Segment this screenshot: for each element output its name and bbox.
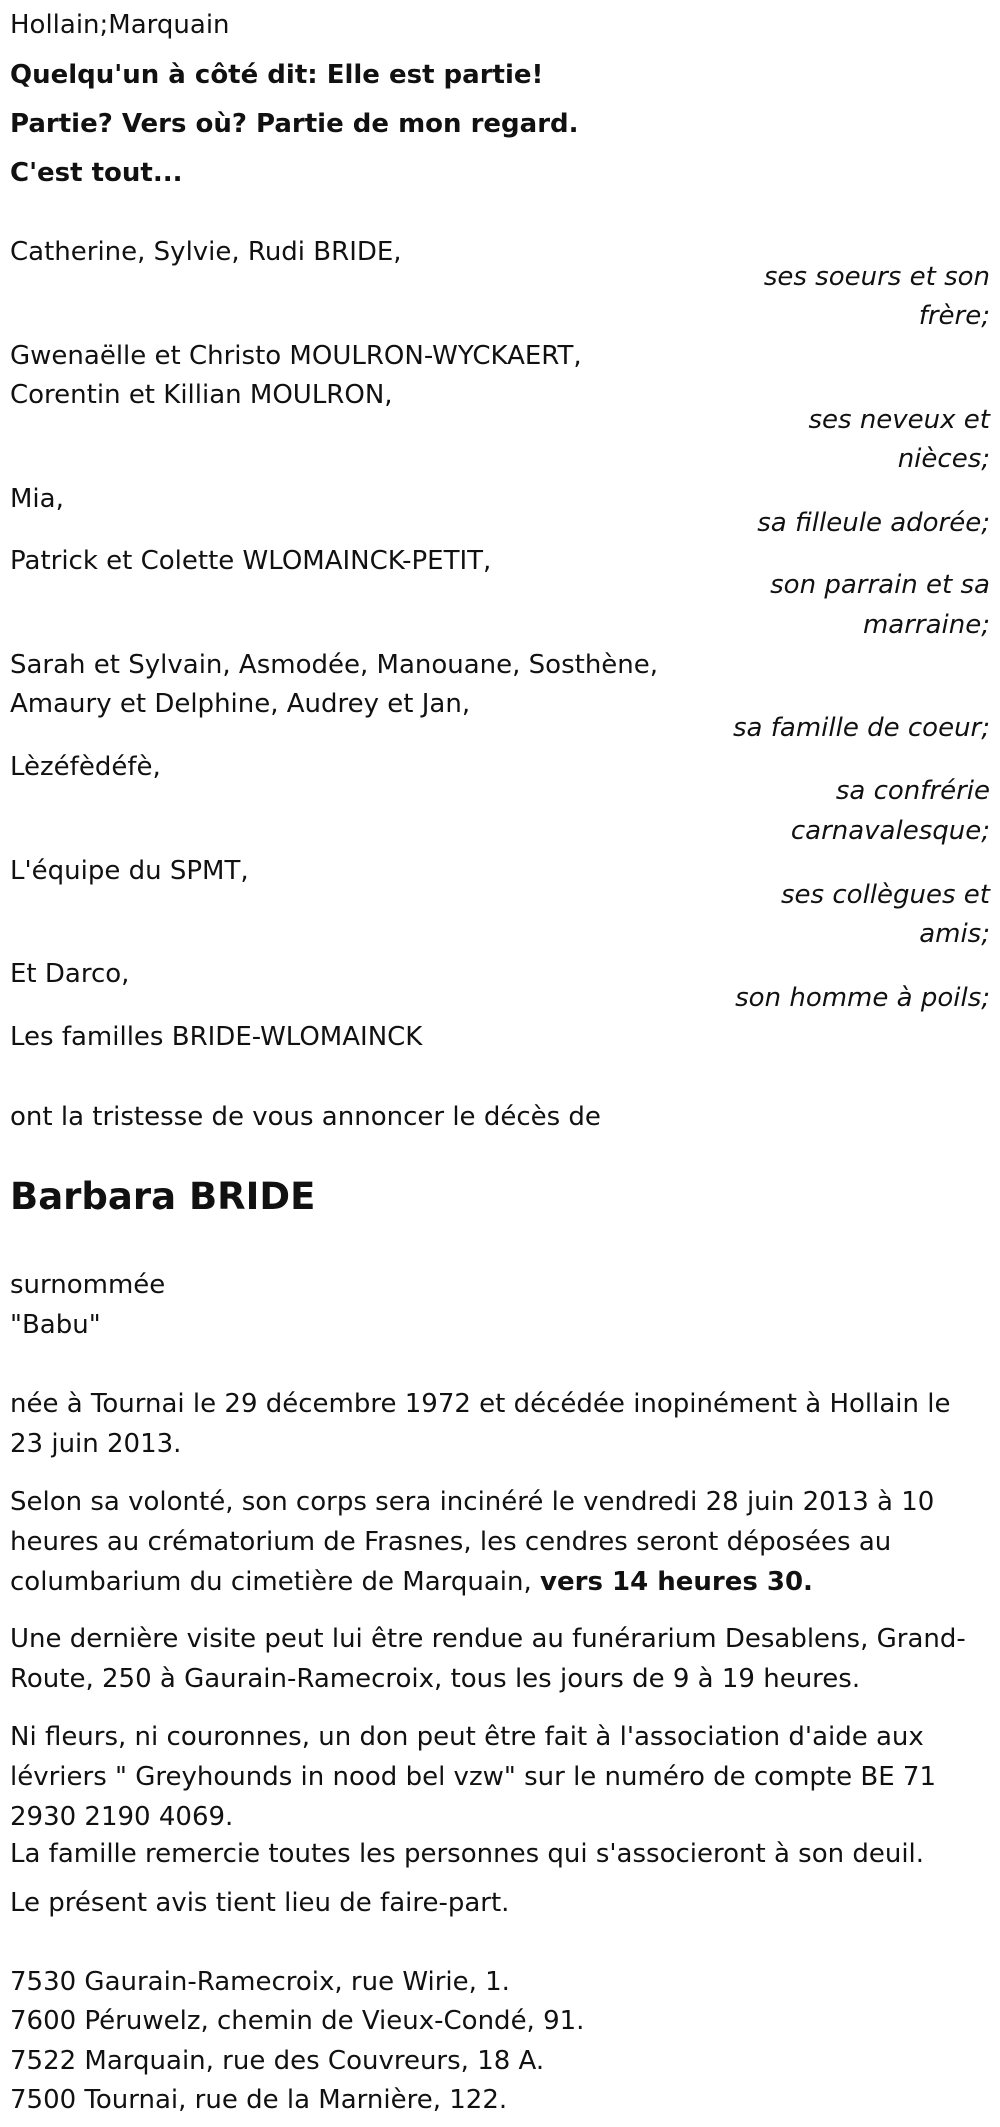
- poem-line-3: C'est tout...: [10, 158, 183, 188]
- mourner-names: Corentin et Killian MOULRON,: [10, 380, 393, 410]
- mourner-relation: frère;: [918, 301, 990, 331]
- mourner-names: Catherine, Sylvie, Rudi BRIDE,: [10, 237, 402, 267]
- mourner-relation: ses collègues et: [781, 880, 990, 910]
- mourner-names: Mia,: [10, 484, 64, 514]
- mourner-names: L'équipe du SPMT,: [10, 856, 249, 886]
- mourner-names: Lèzéfèdéfè,: [10, 752, 161, 782]
- mourner-relation: nièces;: [897, 444, 990, 474]
- mourner-names: Patrick et Colette WLOMAINCK-PETIT,: [10, 546, 492, 576]
- mourner-relation: carnavalesque;: [790, 816, 990, 846]
- mourner-relation: sa confrérie: [835, 776, 990, 806]
- ceremony-text: Selon sa volonté, son corps sera incinéré le vendredi 28 juin 2013 à 10 heures au crématorium de Frasnes, les cendres seront déposées au columbarium du cimetière de Marquain,: [10, 1487, 935, 1597]
- mourner-names: Et Darco,: [10, 959, 130, 989]
- donation-paragraph: Ni fleurs, ni couronnes, un don peut être fait à l'association d'aide aux lévriers " Greyhounds in nood bel vzw" sur le numéro de compte BE 71 2930 2190 4069.: [10, 1722, 936, 1832]
- address-line: 7500 Tournai, rue de la Marnière, 122.: [10, 2085, 508, 2115]
- address-line: 7530 Gaurain-Ramecroix, rue Wirie, 1.: [10, 1967, 510, 1997]
- thanks-paragraph: La famille remercie toutes les personnes qui s'associeront à son deuil.: [10, 1839, 925, 1869]
- ceremony-paragraph: [10, 1482, 990, 1602]
- mourner-names: Sarah et Sylvain, Asmodée, Manouane, Sosthène,: [10, 650, 659, 680]
- mourner-relation: sa filleule adorée;: [757, 508, 990, 538]
- notice-paragraph: Le présent avis tient lieu de faire-part.: [10, 1888, 510, 1918]
- announcement-line: ont la tristesse de vous annoncer le décès de: [10, 1102, 601, 1132]
- address-line: 7600 Péruwelz, chemin de Vieux-Condé, 91.: [10, 2006, 585, 2036]
- mourner-names: Amaury et Delphine, Audrey et Jan,: [10, 689, 471, 719]
- mourner-relation: sa famille de coeur;: [733, 713, 990, 743]
- mourner-relation: amis;: [919, 919, 990, 949]
- nickname: "Babu": [10, 1310, 101, 1340]
- mourner-relation: marraine;: [862, 610, 990, 640]
- poem-line-2: Partie? Vers où? Partie de mon regard.: [10, 109, 579, 139]
- mourner-relation: son homme à poils;: [735, 983, 990, 1013]
- location-line: Hollain;Marquain: [10, 10, 230, 40]
- mourner-relation: son parrain et sa: [770, 570, 990, 600]
- birth-death-paragraph: née à Tournai le 29 décembre 1972 et décédée inopinément à Hollain le 23 juin 2013.: [10, 1389, 951, 1459]
- visit-paragraph: Une dernière visite peut lui être rendue au funérarium Desablens, Grand-Route, 250 à Gaurain-Ramecroix, tous les jours de 9 à 19 heures.: [10, 1624, 966, 1694]
- mourner-names: Les familles BRIDE-WLOMAINCK: [10, 1022, 423, 1052]
- mourner-relation: ses neveux et: [808, 405, 990, 435]
- ceremony-time: vers 14 heures 30.: [540, 1567, 813, 1597]
- address-line: 7522 Marquain, rue des Couvreurs, 18 A.: [10, 2046, 545, 2076]
- deceased-name: Barbara BRIDE: [10, 1175, 316, 1218]
- poem-line-1: Quelqu'un à côté dit: Elle est partie!: [10, 60, 544, 90]
- mourner-names: Gwenaëlle et Christo MOULRON-WYCKAERT,: [10, 341, 582, 371]
- mourner-relation: ses soeurs et son: [763, 262, 990, 292]
- nickname-label: surnommée: [10, 1270, 166, 1300]
